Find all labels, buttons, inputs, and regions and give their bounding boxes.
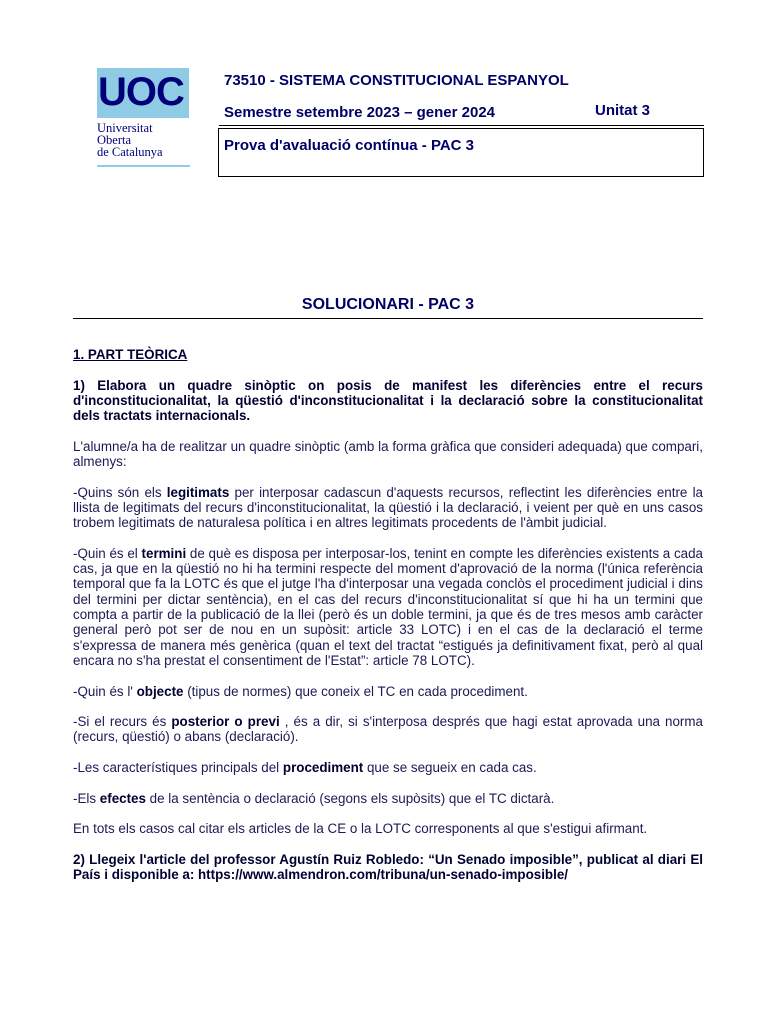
logo-line-3: de Catalunya [97,145,163,159]
pac-title: Prova d'avaluació contínua - PAC 3 [224,137,475,154]
pac-box [218,128,704,177]
header-divider [219,125,704,126]
document-content [73,347,703,898]
unit-label: Unitat 3 [595,102,651,119]
course-title: 73510 - SISTEMA CONSTITUCIONAL ESPANYOL [224,72,569,89]
paragraph-citar: En tots els casos cal citar els articles de la CE o la LOTC corresponents al que s'estigui afirmant. [73,821,648,837]
logo-wordmark [97,122,163,158]
intro-paragraph: L'alumne/a ha de realitzar un quadre sinòptic (amb la forma gràfica que consideri adequada) que compari, almenys: [73,438,703,470]
logo-line-2: Oberta [97,133,132,147]
title-divider [73,318,703,319]
logo-line-1: Universitat [97,121,153,135]
logo-underline [97,165,190,167]
paragraph-posterior: -Si el recurs és posterior o previ , és a dir, si s'interposa després que hagi estat aprovada una norma (recurs, qüestió) o abans (declaració). [73,714,703,745]
logo-block [97,68,189,118]
paragraph-termini: -Quin és el termini de què es disposa per interposar-los, tenint en compte les diferències existents a cada cas, ja que en la qüestió no hi ha termini respecte del moment d'aprovació de la norma (l'única referència temporal que fa la LOTC és que el jutge l'ha d'interposar una vegada conclòs el procediment judicial i dins del termini per dictar sentència), en el cas del recurs d'inconstitucionalitat sí que hi ha un termini que compta a partir de la publicació de la llei (però és un doble termini, ja que és de tres mesos amb caràcter general però pot ser de nou en un supòsit: article 33 LOTC) i en el cas de la declaració el terme s'expressa de manera més genèrica (quan el text del tractat “estigués ja definitivament fixat, però al qual encara no s'ha prestat el consentiment de l'Estat”: article 78 LOTC). [73,545,703,668]
paragraph-legitimats: -Quins són els legitimats per interposar cadascun d'aquests recursos, reflectint les diferències entre la llista de legitimats del recurs d'inconstitucionalitat, la qüestió i la declaració, i veient per què en uns casos trobem legitimats de naturalesa política i en altres legitimats procedents de l'àmbit judicial. [73,484,703,531]
logo-mark: UOC [98,70,184,114]
paragraph-objecte: -Quin és l' objecte (tipus de normes) que coneix el TC en cada procediment. [73,683,528,699]
question-2: 2) Llegeix l'article del professor Agustín Ruiz Robledo: “Un Senado imposible”, publicat al diari El País i disponible a: https://www.almendron.com/tribuna/un-senado-imposible/ [73,851,703,883]
question-1: 1) Elabora un quadre sinòptic on posis de manifest les diferències entre el recurs d'inconstitucionalitat, la qüestió d'inconstitucionalitat i la declaració sobre la constitucionalitat dels tractats internacionals. [73,377,703,424]
paragraph-efectes: -Els efectes de la sentència o declaració (segons els supòsits) que el TC dictarà. [73,790,555,806]
semester-label: Semestre setembre 2023 – gener 2024 [224,104,496,121]
uoc-logo [97,68,192,168]
document-title: SOLUCIONARI - PAC 3 [301,296,475,313]
section-heading: 1. PART TEÒRICA [73,347,188,362]
paragraph-procediment: -Les característiques principals del procediment que se segueix en cada cas. [73,760,537,776]
